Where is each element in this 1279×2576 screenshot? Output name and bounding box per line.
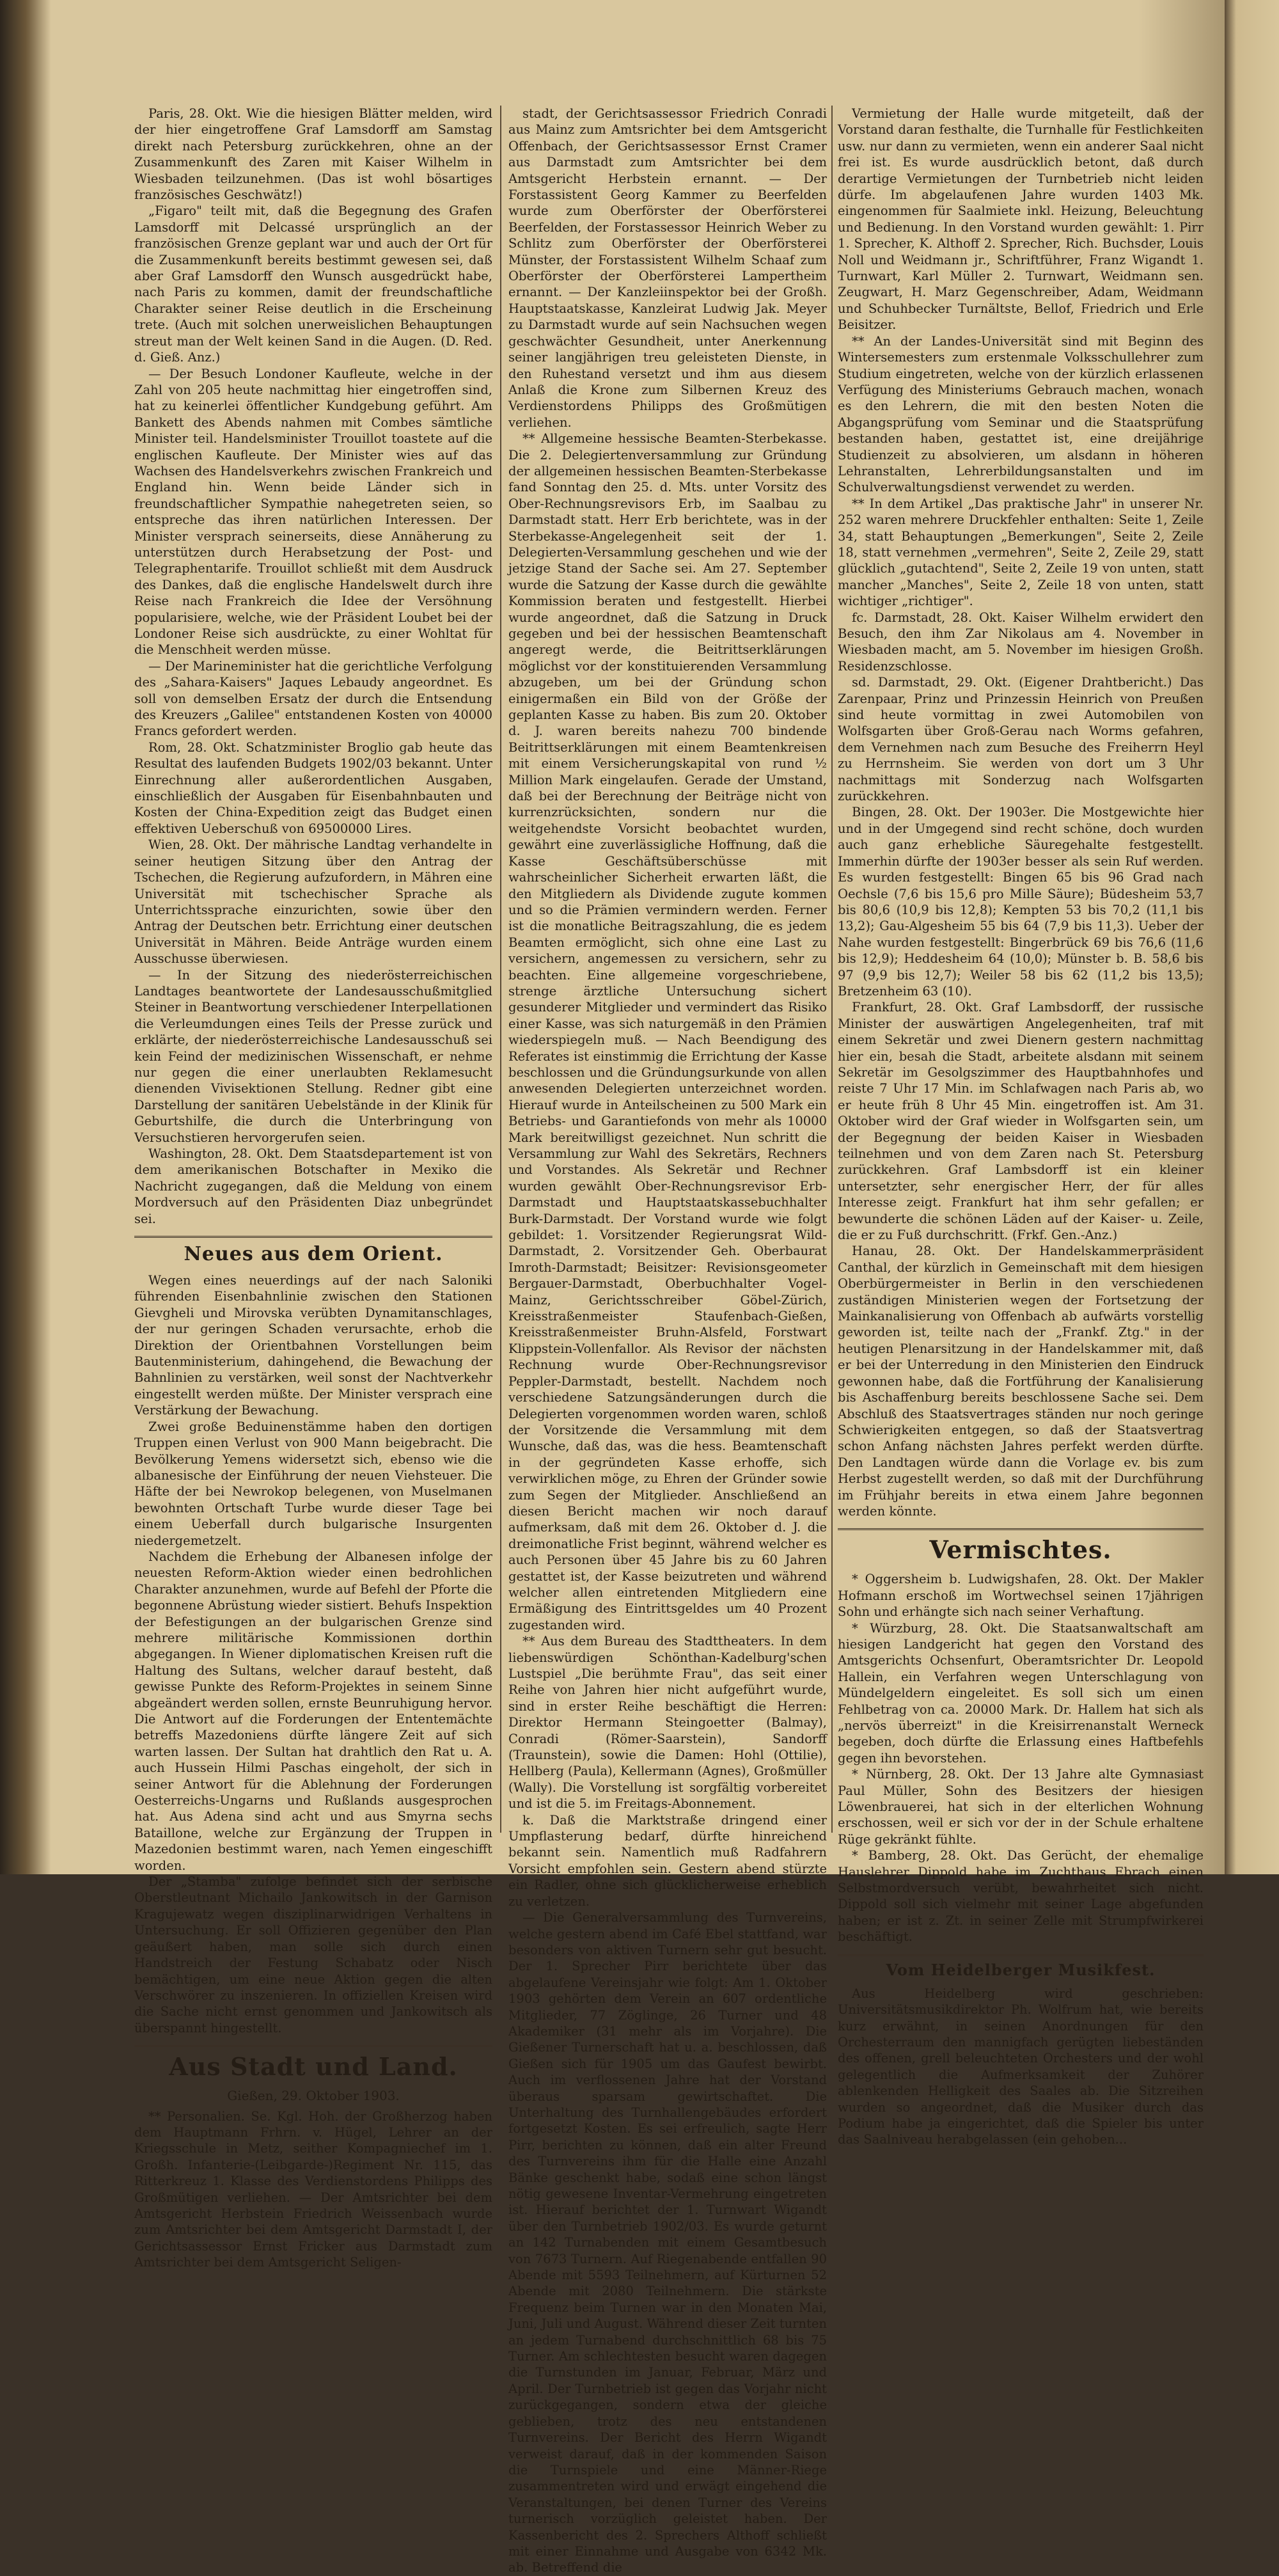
column-1	[134, 106, 492, 2271]
paragraph: * Nürnberg, 28. Okt. Der 13 Jahre alte Gymnasiast Paul Müller, Sohn des Besitzers der hiesigen Löwenbrauerei, hat sich in der elterlichen Wohnung erschossen, weil er sich vor der in der Schule erhaltene Rüge gekränkt fühlte.	[838, 1767, 1204, 1847]
paragraph: Nachdem die Erhebung der Albanesen infolge der neuesten Reform-Aktion wieder einen bedrohlichen Charakter anzunehmen, wurde auf Befehl der Pforte die begonnene Abrüstung wieder sistiert. Behufs Inspektion der Befestigungen an der bulgarischen Grenze sind mehrere militärische Kommissionen dorthin abgegangen. In Wiener diplomatischen Kreisen ruft die Haltung des Sultans, welcher darauf besteht, daß gewisse Punkte des Reform-Projektes in seinem Sinne abgeändert werden sollen, ernste Beunruhigung hervor. Die Antwort auf die Forderungen der Ententemächte betreffs Mazedoniens dürfte längere Zeit auf sich warten lassen. Der Sultan hat drahtlich den Rat u. A. auch Hussein Hilmi Paschas eingeholt, der sich in seiner Antwort für die Ablehnung der Forderungen Oesterreichs-Ungarns und Rußlands ausgesprochen hat. Aus Adena sind acht und aus Smyrna sechs Bataillone, welche zur Ergänzung der Truppen in Mazedonien bestimmt waren, nach Yemen eingeschifft worden.	[134, 1549, 492, 1873]
paragraph: ** Personalien. Se. Kgl. Hoh. der Großherzog haben dem Hauptmann Frhrn. v. Hügel, Lehrer an der Kriegsschule in Metz, seither Kompagniechef im 1. Großh. Infanterie-(Leibgarde-)Regiment Nr. 115, das Ritterkreuz 1. Klasse des Verdienstordens Philipps des Großmütigen verliehen. — Der Amtsrichter bei dem Amtsgericht Herbstein Friedrich Weissenbach wurde zum Amtsrichter bei dem Amtsgericht Darmstadt I, der Gerichtsassessor Ernst Fricker aus Darmstadt zum Amtsrichter bei dem Amtsgericht Seligen-	[134, 2108, 492, 2270]
paragraph: stadt, der Gerichtsassessor Friedrich Conradi aus Mainz zum Amtsrichter bei dem Amtsgericht Offenbach, der Gerichtsassessor Ernst Cramer aus Darmstadt zum Amtsrichter bei dem Amtsgericht Herbstein ernannt. — Der Forstassistent Georg Kammer zu Beerfelden wurde zum Oberförster der Oberförsterei Beerfelden, der Forstassessor Heinrich Weber zu Schlitz zum Oberförster der Oberförsterei Münster, der Forstassistent Wilhelm Schaaf zum Oberförster der Oberförsterei Lampertheim ernannt. — Der Kanzleiinspektor bei der Großh. Hauptstaatskasse, Kanzleirat Ludwig Jak. Meyer zu Darmstadt wurde auf sein Nachsuchen wegen geschwächter Gesundheit, unter Anerkennung seiner langjährigen treu geleisteten Dienste, in den Ruhestand versetzt und ihm aus diesem Anlaß die Krone zum Silbernen Kreuz des Verdienstordens Philipps des Großmütigen verliehen.	[508, 106, 827, 430]
dateline: Gießen, 29. Oktober 1903.	[227, 2088, 400, 2104]
paragraph: Paris, 28. Okt. Wie die hiesigen Blätter melden, wird der hier eingetroffene Graf Lamsdorff am Samstag direkt nach Petersburg zurückkehren, ohne an der Zusammenkunft des Zaren mit Kaiser Wilhelm in Wiesbaden teilzunehmen. (Das ist wohl bösartiges französisches Geschwätz!)	[134, 106, 492, 203]
paragraph: Frankfurt, 28. Okt. Graf Lambsdorff, der russische Minister der auswärtigen Angelegenheiten, traf mit einem Sekretär und zwei Dienern gestern nachmittag hier ein, besah die Stadt, arbeitete alsdann mit seinem Sekretär im Gesolgszimmer des Hauptbahnhofes und reiste 7 Uhr 17 Min. im Schlafwagen nach Paris ab, wo er heute früh 8 Uhr 45 Min. eingetroffen ist. Am 31. Oktober wird der Graf wieder in Wolfsgarten sein, um der Begegnung der beiden Kaiser in Wiesbaden teilnehmen und von dem Zaren nach St. Petersburg zurückkehren. Graf Lambsdorff ist ein kleiner untersetzter, sehr energischer Herr, der für alles Interesse zeigt. Frankfurt hat ihm sehr gefallen; er bewunderte die schönen Läden auf der Kaiser- u. Zeile, die er zu Fuß durchschritt. (Frkf. Gen.-Anz.)	[838, 1000, 1204, 1243]
adjacent-page-edge	[1225, 0, 1279, 1874]
column-3	[838, 106, 1204, 2148]
paragraph: — In der Sitzung des niederösterreichischen Landtages beantwortete der Landesausschußmitglied Steiner in Beantwortung verschiedener Interpellationen die Verleumdungen eines Teils der Presse zurück und erklärte, der niederösterreichische Landesausschuß sei kein Feind der medizinischen Wissenschaft, er nehme nur gegen die einer unerlaubten Reklamesucht dienenden Vivisektionen Stellung. Redner gibt eine Darstellung der sanitären Uebelstände in der Klinik für Geburtshilfe, die durch die Unterbringung von Versuchstieren hervorgerufen seien.	[134, 967, 492, 1145]
paragraph: Der „Stamba" zufolge befindet sich der serbische Oberstleutnant Michailo Jankowitsch in der Garnison Kragujewatz wegen disziplinarwidrigen Verhaltens in Untersuchung. Er soll Offizieren gegenüber den Plan geäußert haben, man solle sich durch einen Handstreich der Festung Schabatz oder Nisch bemächtigen, um eine neue Aktion gegen die alten Verschwörer zu inszenieren. In offiziellen Kreisen wird die Sache nicht ernst genommen und Jankowitsch als überspannt hingestellt.	[134, 1874, 492, 2035]
paragraph: „Figaro" teilt mit, daß die Begegnung des Grafen Lamsdorff mit Delcassé ursprünglich an der französischen Grenze geplant war und auch der Ort für die Zusammenkunft bereits bestimmt gewesen sei, daß aber Graf Lamsdorff den Wunsch ausgedrückt habe, nach Paris zu kommen, damit der freundschaftliche Charakter seiner Reise deutlich in die Erscheinung trete. (Auch mit solchen unerweislichen Behauptungen streut man der Welt keinen Sand in die Augen. (D. Red. d. Gieß. Anz.)	[134, 203, 492, 365]
section-heading-stadt: Aus Stadt und Land.	[134, 2045, 492, 2083]
paragraph: Washington, 28. Okt. Dem Staatsdepartement ist von dem amerikanischen Botschafter in Mexiko die Nachricht zugegangen, daß die Meldung von einem Mordversuch auf den Präsidenten Diaz unbegründet sei.	[134, 1146, 492, 1226]
paragraph: ** In dem Artikel „Das praktische Jahr" in unserer Nr. 252 waren mehrere Druckfehler enthalten: Seite 1, Zeile 34, statt Behauptungen „Bemerkungen", Seite 2, Zeile 18, statt vernehmen „vermehren", Seite 2, Zeile 29, statt glücklich „gutachtend", Seite 2, Zeile 19 von unten, statt mancher „Manches", Seite 2, Zeile 18 von unten, statt wichtiger „richtiger".	[838, 496, 1204, 609]
paragraph: ** An der Landes-Universität sind mit Beginn des Wintersemesters zum erstenmale Volksschullehrer zum Studium eingetreten, welche von der kürzlich erlassenen Verfügung des Ministeriums Gebrauch machen, wonach es den Lehrern, die mit den besten Noten die Abgangsprüfung vom Seminar und die Staatsprüfung bestanden haben, gestattet ist, eine dreijährige Studienzeit zu absolvieren, um alsdann in höheren Lehranstalten, Lehrerbildungsanstalten und im Schulverwaltungsdienst verwendet zu werden.	[838, 333, 1204, 495]
binding-shadow	[0, 0, 51, 1874]
paragraph: ** Allgemeine hessische Beamten-Sterbekasse. Die 2. Delegiertenversammlung zur Gründung der allgemeinen hessischen Beamten-Sterbekasse fand Sonntag den 25. d. Mts. unter Vorsitz des Ober-Rechnungsrevisors Erb, im Saalbau zu Darmstadt statt. Herr Erb berichtete, was in der Sterbekasse-Angelegenheit seit der 1. Delegierten-Versammlung geschehen und wie der jetzige Stand der Sache sei. Am 27. September wurde die Satzung der Kasse durch die gewählte Kommission beraten und festgestellt. Hierbei wurde angeordnet, daß die Satzung in Druck gegeben und bei der hessischen Beamtenschaft angeregt werde, die Beitrittserklärungen möglichst vor der konstituierenden Versammlung abzugeben, um bei der Gründung schon einigermaßen ein Bild von der Größe der geplanten Kasse zu haben. Bis zum 20. Oktober d. J. waren bereits nahezu 700 bindende Beitrittserklärungen mit einem Beamtenkreisen mit einem Versicherungskapital von rund ½ Million Mark eingelaufen. Gerade der Umstand, daß bei der Berechnung der Beiträge nicht von kurrenzrücksichten, sondern nur die weitgehendste Vorsicht beobachtet wurden, gewährt eine zuverlässigliche Hoffnung, daß die Kasse Geschäftsüberschüsse mit wahrscheinlicher Sicherheit erwarten läßt, die den Mitgliedern als Dividende zugute kommen und so die Prämien vermindern werden. Ferner ist die monatliche Beitragszahlung, die es jedem Beamten ermöglicht, sich ohne eine Last zu versichern, angemessen zu versichern, sehr zu beachten. Eine allgemeine vorgeschriebene, strenge ärztliche Untersuchung sichert gesunderer Mitglieder und vermindert das Risiko einer Kasse, was sich naturgemäß in den Prämien wiederspiegeln muß. — Nach Beendigung des Referates ist einstimmig die Errichtung der Kasse beschlossen und die Gründungsurkunde von allen anwesenden Delegierten unterzeichnet worden. Hierauf wurde in Anteilscheinen zu 500 Mark ein Betriebs- und Garantiefonds von mehr als 10000 Mark bereitwilligst gezeichnet. Nun schritt die Versammlung zur Wahl des Sekretärs, Rechners und Vorstandes. Als Sekretär und Rechner wurden gewählt Ober-Rechnungsrevisor Erb-Darmstadt und Hauptstaatskassebuchhalter Burk-Darmstadt. Der Vorstand wurde wie folgt gebildet: 1. Vorsitzender Regierungsrat Wild-Darmstadt, 2. Vorsitzender Geh. Oberbaurat Imroth-Darmstadt; Beisitzer: Revisionsgeometer Bergauer-Darmstadt, Oberbuchhalter Vogel-Mainz, Gerichtsschreiber Göbel-Zürich, Kreisstraßenmeister Staufenbach-Gießen, Kreisstraßenmeister Bruhn-Alsfeld, Forstwart Klippstein-Vollenfallor. Als Revisor der nächsten Rechnung wurde Ober-Rechnungsrevisor Peppler-Darmstadt, bestellt. Nachdem noch verschiedene Satzungsänderungen durch die Delegierten vorgenommen worden waren, schloß der Vorsitzende die Versammlung mit dem Wunsche, daß das, was die hess. Beamtenschaft in der gegründeten Kasse erhoffe, sich verwirklichen möge, zu Ehren der Gründer sowie zum Segen der Mitglieder. Anschließend an diesen Bericht machen wir noch darauf aufmerksam, daß mit dem 26. Oktober d. J. die dreimonatliche Frist beginnt, während welcher es auch Personen über 45 Jahre bis zu 60 Jahren gestattet ist, der Kasse beizutreten und während welcher allen eintretenden Mitgliedern eine Ermäßigung des Eintrittsgeldes um 40 Prozent zugestanden wird.	[508, 431, 827, 1632]
paragraph: sd. Darmstadt, 29. Okt. (Eigener Drahtbericht.) Das Zarenpaar, Prinz und Prinzessin Heinrich von Preußen sind heute vormittag in zwei Automobilen von Wolfsgarten über Groß-Gerau nach Worms gefahren, dem Vernehmen nach zum Besuche des Freiherrn Heyl zu Herrnsheim. Sie werden von dort um 3 Uhr nachmittags mit Sonderzug nach Wolfsgarten zurückkehren.	[838, 675, 1204, 804]
paragraph: * Oggersheim b. Ludwigshafen, 28. Okt. Der Makler Hofmann erschoß im Wortwechsel seinen 17jährigen Sohn und erhängte sich nach seiner Verhaftung.	[838, 1572, 1204, 1620]
paragraph: Wien, 28. Okt. Der mährische Landtag verhandelte in seiner heutigen Sitzung über den Antrag der Tschechen, die Regierung aufzufordern, in Mähren eine Universität mit tschechischer Sprache als Unterrichtssprache einzurichten, sowie über den Antrag der Deutschen betr. Errichtung einer deutschen Universität in Mähren. Beide Anträge wurden einem Ausschusse überwiesen.	[134, 837, 492, 967]
paragraph: Vermietung der Halle wurde mitgeteilt, daß der Vorstand daran festhalte, die Turnhalle für Festlichkeiten usw. nur dann zu vermieten, wenn ein anderer Saal nicht frei ist. Es wurde ausdrücklich betont, daß durch derartige Vermietungen der Turnbetrieb nicht leiden dürfe. Im abgelaufenen Jahre wurden 1403 Mk. eingenommen für Saalmiete inkl. Heizung, Beleuchtung und Bedienung. In den Vorstand wurden gewählt: 1. Pirr 1. Sprecher, K. Althoff 2. Sprecher, Rich. Buchsder, Louis Noll und Weidmann jr., Schriftführer, Franz Wigandt 1. Turnwart, Karl Müller 2. Turnwart, Weidmann sen. Zeugwart, H. Marz Gegenschreiber, Adam, Weidmann und Schuhbecker Turnältste, Bellof, Friedrich und Erle Beisitzer.	[838, 106, 1204, 333]
section-heading-vermischtes: Vermischtes.	[838, 1528, 1204, 1566]
paragraph: Bingen, 28. Okt. Der 1903er. Die Mostgewichte hier und in der Umgegend sind recht schöne, doch wurden auch ganz erhebliche Säuregehalte festgestellt. Immerhin dürfte der 1903er besser als sein Ruf werden. Es wurden festgestellt: Bingen 65 bis 96 Grad nach Oechsle (7,6 bis 15,6 pro Mille Säure); Büdesheim 53,7 bis 80,6 (10,9 bis 12,8); Kempten 53 bis 70,2 (11,1 bis 13,2); Gau-Algesheim 55 bis 64 (7,9 bis 11,3). Ueber der Nahe wurden festgestellt: Bingerbrück 69 bis 76,6 (11,6 bis 12,9); Heddesheim 64 (10,0); Münster b. B. 58,6 bis 97 (9,9 bis 12,7); Weiler 58 bis 62 (11,2 bis 13,5); Bretzenheim 63 (10).	[838, 805, 1204, 999]
paragraph: Rom, 28. Okt. Schatzminister Broglio gab heute das Resultat des laufenden Budgets 1902/03 bekannt. Unter Einrechnung aller außerordentlichen Ausgaben, einschließlich der Ausgaben für Eisenbahnbauten und Kosten der China-Expedition zeigt das Budget einen effektiven Ueberschuß von 69500000 Lires.	[134, 739, 492, 836]
paragraph: — Die Generalversammlung des Turnvereins, welche gestern abend im Café Ebel stattfand, war besonders von aktiven Turnern sehr gut besucht. Der 1. Sprecher Pirr berichtete über das abgelaufene Vereinsjahr wie folgt: Am 1. Oktober 1903 gehörten dem Verein an 607 ordentliche Mitglieder, 77 Zöglinge, 26 Turner und 48 Akademiker (31 mehr als im Vorjahre). Die Gießener Turnerschaft hat u. a. beschlossen, daß Gießen sich für 1905 um das Gaufest bewirbt. Auch im verflossenen Jahre hat der Vorstand überaus sparsam gewirtschaftet. Die Unterhaltung des Turnhallengebäudes erfordert fortgesetzt Kosten. Es sei erfreulich, sagte Herr Pirr, berichten zu können, daß ein alter Freund des Turnvereins ihm für die Halle eine Anzahl Bänke geschenkt habe, sodaß eine schon längst nötig gewesene Inventar-Vermehrung eingetreten ist. Hierauf berichtet der 1. Turnwart Wigandt über den Turnbetrieb 1902/03. Es wurde geturnt an 142 Turnabenden mit einem Gesamtbesuch von 7673 Turnern. Auf Riegenabende entfallen 90 Abende mit 5593 Teilnehmern, auf Kürturnen 52 Abende mit 2080 Teilnehmern. Die stärkste Frequenz beim Turnen war in den Monaten Mai, Juni, Juli und August. Während dieser Zeit turnten an jedem Turnabend durchschnittlich 68 bis 75 Turner. Am schlechtesten besucht waren dagegen die Turnstunden im Januar, Februar, März und April. Der Turnbetrieb ist gegen das Vorjahr nicht zurückgegangen, sondern etwa der gleiche geblieben, trotz des neu entstandenen Turnvereins. Der Bericht des Herrn Wigandt verweist darauf, daß in der kommenden Saison die Turnspiele und eine Männer-Riege zusammentreten wird und erwägt eingehend die Veranstaltungen, bei denen Turner des Vereins turnerisch vorzüglich geleistet haben. Der Kassenbericht des 2. Sprechers Althoff schließt mit einer Einnahme und Ausgabe von 6342 Mk. ab. Betreffend die	[508, 1910, 827, 2575]
section-heading-heidelberg: Vom Heidelberger Musikfest.	[838, 1954, 1204, 1980]
column-rule-2	[831, 106, 833, 1833]
paragraph: fc. Darmstadt, 28. Okt. Kaiser Wilhelm erwidert den Besuch, den ihm Zar Nikolaus am 4. November in Wiesbaden macht, am 5. November im hiesigen Großh. Residenzschlosse.	[838, 610, 1204, 674]
paragraph: ** Aus dem Bureau des Stadttheaters. In dem liebenswürdigen Schönthan-Kadelburg'schen Lustspiel „Die berühmte Frau", das seit einer Reihe von Jahren hier nicht aufgeführt wurde, sind in erster Reihe beschäftigt die Herren: Direktor Hermann Steingoetter (Balmay), Conradi (Römer-Saarstein), Sandorff (Traunstein), sowie die Damen: Hohl (Ottilie), Hellberg (Paula), Kellermann (Agnes), Großmüller (Wally). Die Vorstellung ist sorgfältig vorbereitet und ist die 5. im Freitags-Abonnement.	[508, 1634, 827, 1812]
paragraph: Zwei große Beduinenstämme haben den dortigen Truppen einen Verlust von 900 Mann beigebracht. Die Bevölkerung Yemens widersetzt sich, ebenso wie die albanesische der Einführung der neuen Viehsteuer. Die Häfte der bei Newrokop belegenen, von Muselmanen bewohnten Ortschaft Turbe wurde dieser Tage bei einem Ueberfall durch bulgarische Insurgenten niedergemetzelt.	[134, 1419, 492, 1548]
paragraph: Aus Heidelberg wird geschrieben: Universitätsmusikdirektor Ph. Wolfrum hat, wie bereits kurz erwähnt, in seinen Anordnungen für den Orchesterraum den mannigfach gerügten liebeständen des offenen, grell beleuchteten Orchesters und der wohl gelegentlich die Aufmerksamkeit der Zuhörer ablenkenden Helligkeit des Saales ab. Die Sitzreihen wurden so angeordnet, daß die Musiker durch das Podium habe ja eingerichtet, daß die Spieler bis unter das Saalniveau herabgelassen (ein gehoben...	[838, 1986, 1204, 2147]
paragraph: Hanau, 28. Okt. Der Handelskammerpräsident Canthal, der kürzlich in Gemeinschaft mit dem hiesigen Oberbürgermeister in Berlin in den verschiedenen zuständigen Ministerien wegen der Fortsetzung der Mainkanalisierung von Offenbach ab aufwärts vorstellig geworden ist, teilte nach der „Frankf. Ztg." in der heutigen Plenarsitzung in der Handelskammer mit, daß er bei der Unterredung in den Ministerien den Eindruck gewonnen habe, daß die Fortführung der Kanalisierung bis Aschaffenburg bereits beschlossene Sache sei. Dem Abschluß des Staatsvertrages ständen nur noch geringe Schwierigkeiten entgegen, so daß der Staatsvertrag schon Anfang nächsten Jahres perfekt werden dürfte. Den Landtagen würde dann die Vorlage ev. bis zum Herbst zugestellt werden, so daß mit der Durchführung im Frühjahr bereits in etwa einem Jahre begonnen werden könnte.	[838, 1244, 1204, 1519]
paragraph: k. Daß die Marktstraße dringend einer Umpflasterung bedarf, dürfte hinreichend bekannt sein. Namentlich muß Radfahrern Vorsicht empfohlen sein. Gestern abend stürzte ein Radler, ohne sich glücklicherweise erheblich zu verletzen.	[508, 1812, 827, 1909]
paragraph: * Würzburg, 28. Okt. Die Staatsanwaltschaft am hiesigen Landgericht hat gegen den Vorstand des Amtsgerichts Ochsenfurt, Oberamtsrichter Dr. Leopold Hallein, ein Verfahren wegen Unterschlagung von Mündelgeldern eingeleitet. Es soll sich um einen Fehlbetrag von ca. 20000 Mark. Dr. Hallem hat sich als „nervös überreizt" in die Kreisirrenanstalt Werneck begeben, doch dürfte die Erlassung eines Haftbefehls gegen ihn bevorstehen.	[838, 1620, 1204, 1766]
column-rule-1	[500, 106, 501, 1833]
paragraph: Wegen eines neuerdings auf der nach Saloniki führenden Eisenbahnlinie zwischen den Stationen Gievgheli und Mirovska verübten Dynamitanschlages, der nur geringen Schaden verursachte, erhob die Direktion der Orientbahnen Vorstellungen beim Bautenministerium, dahingehend, die Bewachung der Bahnlinien zu verstärken, weil sonst der Nachtverkehr eingestellt werden müßte. Der Minister versprach eine Verstärkung der Bewachung.	[134, 1273, 492, 1418]
paragraph: — Der Marineminister hat die gerichtliche Verfolgung des „Sahara-Kaisers" Jaques Lebaudy angeordnet. Es soll von demselben Ersatz der durch die Entsendung des Kreuzers „Galilee" entstandenen Kosten von 40000 Francs gefordert werden.	[134, 658, 492, 739]
paragraph: — Der Besuch Londoner Kaufleute, welche in der Zahl von 205 heute nachmittag hier eingetroffen sind, hat zu keinerlei öffentlicher Kundgebung geführt. Am Bankett des Abends nahmen mit Combes sämtliche Minister teil. Handelsminister Trouillot toastete auf die englischen Kaufleute. Der Minister wies auf das Wachsen des Handelsverkehrs zwischen Frankreich und England hin. Wenn beide Länder sich in freundschaftlicher Sympathie nahegetreten seien, so entspreche das ihren natürlichen Interessen. Der Minister versprach seinerseits, diese Annäherung zu unterstützen durch Herabsetzung der Post- und Telegraphentarife. Trouillot schließt mit dem Ausdruck des Dankes, daß die englische Handelswelt durch ihre Reise nach Frankreich die Idee der Versöhnung popularisiere, welche, wie der Präsident Loubet bei der Londoner Reise sich ausdrückte, zu einer Wohltat für die Menschheit werden müsse.	[134, 366, 492, 658]
paragraph: * Bamberg, 28. Okt. Das Gerücht, der ehemalige Hauslehrer Dippold habe im Zuchthaus Ebrach einen Selbstmordversuch verübt, bewahrheitet sich nicht. Dippold soll sich vielmehr mit seiner Lage abgefunden haben; er ist z. Zt. in seiner Zelle mit Strumpfwirkerei beschäftigt.	[838, 1848, 1204, 1945]
column-2	[508, 106, 827, 2576]
section-heading-orient: Neues aus dem Orient.	[134, 1236, 492, 1267]
